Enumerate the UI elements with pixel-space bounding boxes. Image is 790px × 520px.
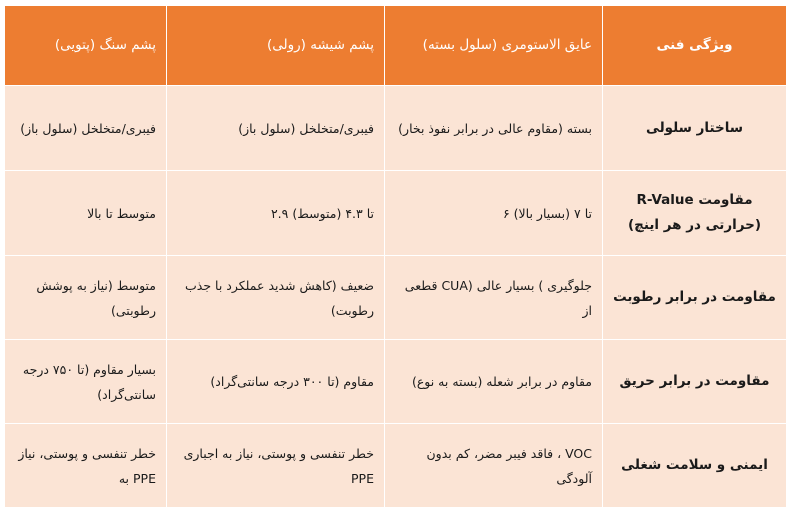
cell-glass-wool: مقاوم (تا ۳۰۰ درجه سانتی‌گراد) (167, 340, 385, 424)
cell-elastomeric: تا ۷ (بسیار بالا) ۶ (385, 171, 603, 256)
cell-elastomeric: مقاوم در برابر شعله (بسته به نوع) (385, 340, 603, 424)
table-row (5, 340, 787, 424)
cell-glass-wool: تا ۴.۳ (متوسط) ۲.۹ (167, 171, 385, 256)
header-rock-wool: پشم سنگ (پتویی) (5, 6, 167, 86)
cell-elastomeric: VOC ، فاقد فیبر مضر، کم بدون آلودگی (385, 424, 603, 508)
row-feature-label: مقاومت در برابر حریق (603, 340, 787, 424)
table-body (5, 86, 787, 508)
header-glass-wool: پشم شیشه (رولی) (167, 6, 385, 86)
cell-glass-wool: خطر تنفسی و پوستی، نیاز به اجباری PPE (167, 424, 385, 508)
header-row (5, 6, 787, 86)
insulation-comparison-table (4, 5, 787, 508)
comparison-table-wrapper (4, 5, 787, 508)
row-feature-label: ساختار سلولی (603, 86, 787, 171)
table-row (5, 256, 787, 340)
cell-rock-wool: بسیار مقاوم (تا ۷۵۰ درجه سانتی‌گراد) (5, 340, 167, 424)
cell-rock-wool: متوسط (نیاز به پوشش رطوبتی) (5, 256, 167, 340)
cell-elastomeric: جلوگیری ) بسیار عالی (CUA قطعی از (385, 256, 603, 340)
row-feature-label: مقاومت در برابر رطوبت (603, 256, 787, 340)
header-technical-feature: ویژگی فنی (603, 6, 787, 86)
cell-rock-wool: متوسط تا بالا (5, 171, 167, 256)
table-row (5, 424, 787, 508)
cell-glass-wool: ضعیف (کاهش شدید عملکرد با جذب رطوبت) (167, 256, 385, 340)
header-elastomeric: عایق الاستومری (سلول بسته) (385, 6, 603, 86)
row-feature-label: مقاومت R-Value (حرارتی در هر اینچ) (603, 171, 787, 256)
cell-elastomeric: بسته (مقاوم عالی در برابر نفوذ بخار) (385, 86, 603, 171)
cell-rock-wool: فیبری/متخلخل (سلول باز) (5, 86, 167, 171)
cell-glass-wool: فیبری/متخلخل (سلول باز) (167, 86, 385, 171)
row-feature-label: ایمنی و سلامت شغلی (603, 424, 787, 508)
table-row (5, 86, 787, 171)
table-row (5, 171, 787, 256)
table-header (5, 6, 787, 86)
cell-rock-wool: خطر تنفسی و پوستی، نیاز PPE به (5, 424, 167, 508)
